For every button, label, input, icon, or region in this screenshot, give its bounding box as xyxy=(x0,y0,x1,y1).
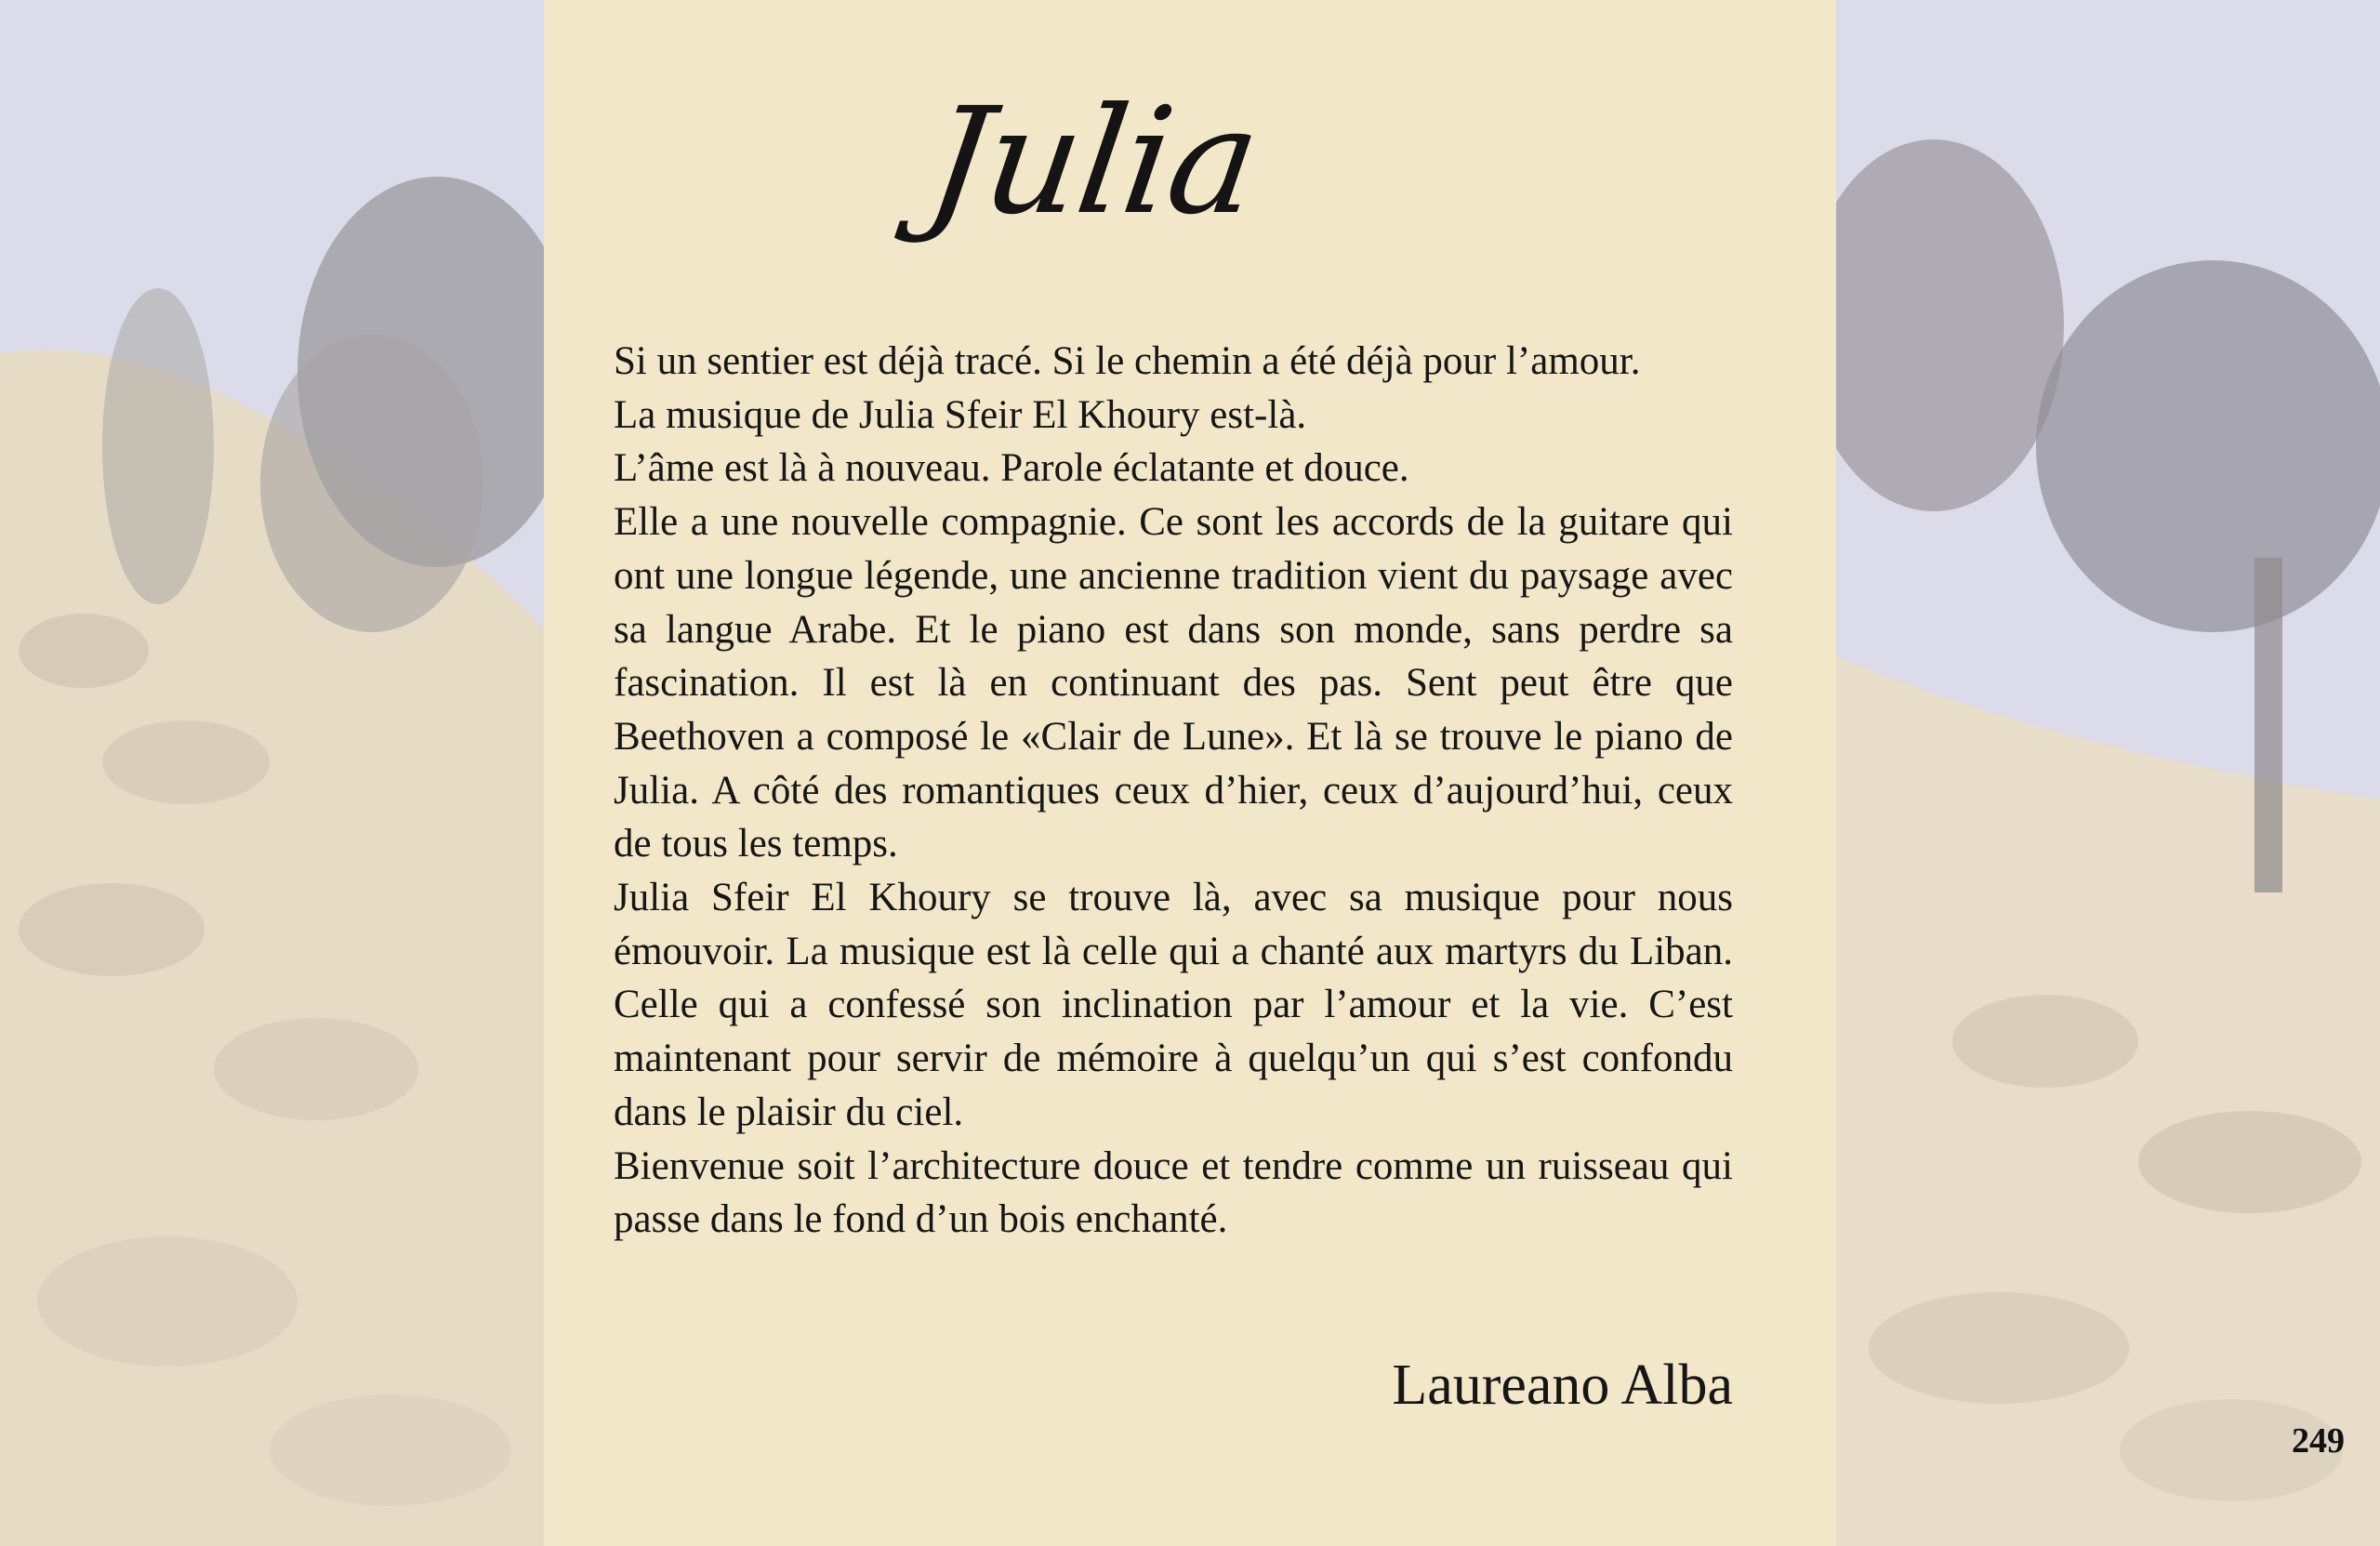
paragraph: Julia Sfeir El Khoury se trouve là, avec sa musique pour nous émouvoir. La musique est là celle qui a chanté aux martyrs du Liban. Celle qui a confessé son inclination par l’amour et la vie. C’est maintenant pour servir de mémoire à quelqu’un qui s’est confondu dans le plaisir du ciel. xyxy=(614,876,1733,1134)
page-number: 249 xyxy=(2292,1421,2345,1460)
author-signature: Laureano Alba xyxy=(1392,1354,1733,1417)
paragraph: L’âme est là à nouveau. Parole éclatante et douce. xyxy=(614,446,1409,491)
poem-body xyxy=(614,335,1733,1247)
page-title: Julia xyxy=(918,76,1268,247)
paragraph: Elle a une nouvelle compagnie. Ce sont les accords de la guitare qui ont une longue légende, une ancienne tradition vient du paysage avec sa langue Arabe. Et le piano est dans son monde, sans perdre sa fascination. Il est là en continuant des pas. Sent peut être que Beethoven a composé le «Clair de Lune». Et là se trouve le piano de Julia. A côté des romantiques ceux d’hier, ceux d’aujourd’hui, ceux de tous les temps. xyxy=(614,500,1733,866)
paragraph: Bienvenue soit l’architecture douce et tendre comme un ruisseau qui passe dans le fond d’un bois enchanté. xyxy=(614,1143,1733,1242)
paragraph: La musique de Julia Sfeir El Khoury est-là. xyxy=(614,392,1307,437)
paragraph: Si un sentier est déjà tracé. Si le chemin a été déjà pour l’amour. xyxy=(614,339,1641,383)
